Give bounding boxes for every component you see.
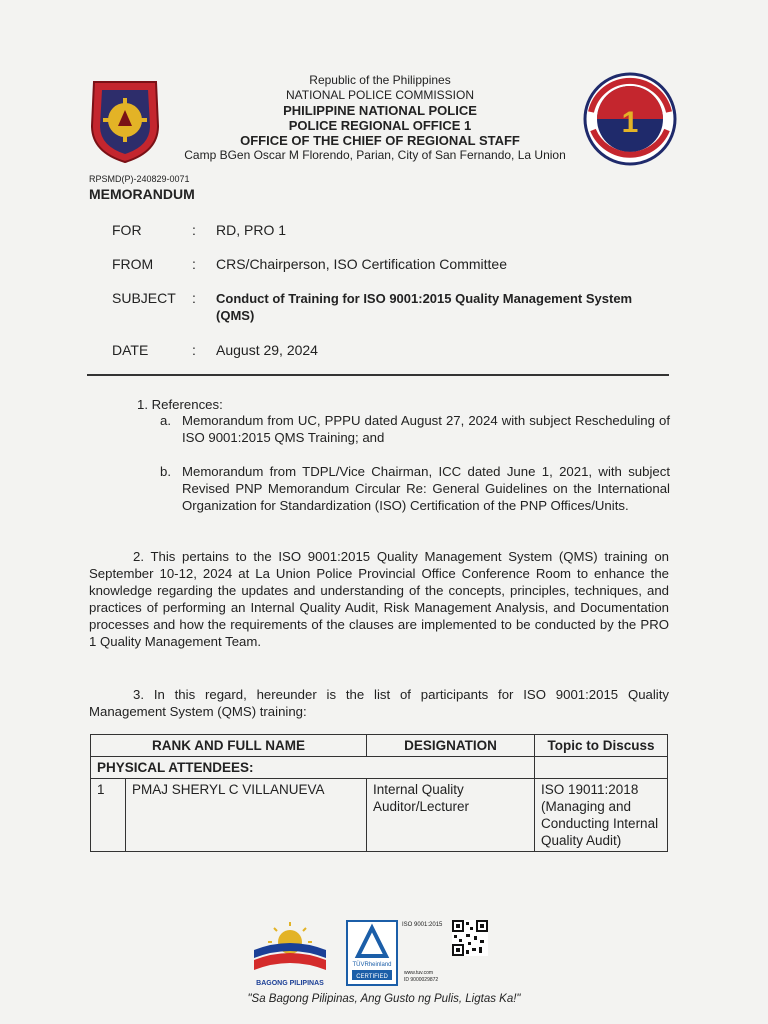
column-header-designation: DESIGNATION	[367, 735, 535, 757]
qr-code-icon	[452, 920, 488, 956]
letterhead-office: OFFICE OF THE CHIEF OF REGIONAL STAFF	[240, 133, 520, 148]
reference-b-label: b.	[160, 464, 171, 479]
for-label: FOR	[112, 222, 142, 238]
paragraph-3: 3. In this regard, hereunder is the list of participants for ISO 9001:2015 Quality Management System (QMS) training:	[89, 687, 669, 719]
colon: :	[192, 290, 196, 306]
memo-title: MEMORANDUM	[89, 186, 195, 202]
letterhead-pro1: POLICE REGIONAL OFFICE 1	[288, 118, 472, 133]
bagong-pilipinas-text: BAGONG PILIPINAS	[256, 980, 324, 987]
subject-value: Conduct of Training for ISO 9001:2015 Quality Management System (QMS)	[216, 291, 633, 323]
reference-b: Memorandum from TDPL/Vice Chairman, ICC dated June 1, 2021, with subject Revised PNP Memorandum Circular Re: General Guidelines on the International Organization for Standardization (ISO) Certification of the PNP Offices/Units.	[182, 464, 670, 513]
letterhead-pnp: PHILIPPINE NATIONAL POLICE	[283, 103, 477, 118]
divider	[87, 374, 669, 376]
for-value: RD, PRO 1	[216, 222, 287, 238]
reference-a-label: a.	[160, 413, 171, 428]
paragraph-2: 2. This pertains to the ISO 9001:2015 Quality Management System (QMS) training on September 10-12, 2024 at La Union Police Provincial Office Conference Room to enhance the knowledge regarding the updates and understanding of the concepts, principles, techniques, and practices of performing an Internal Quality Audit, Risk Management Analysis, and Documentation processes and how the requirements of the clauses are implemented to be conducted by the PRO 1 Quality Management Team.	[89, 549, 669, 649]
reference-number: RPSMD(P)-240829-0071	[89, 174, 190, 184]
iso-label: ISO 9001:2015	[402, 922, 443, 928]
colon: :	[192, 256, 196, 272]
date-value: August 29, 2024	[216, 342, 318, 358]
section-row	[91, 757, 668, 779]
tuv-website: www.tuv.com	[404, 970, 434, 976]
letterhead-republic: Republic of the Philippines	[309, 73, 451, 87]
row-topic: ISO 19011:2018 (Managing and Conducting Internal Quality Audit)	[535, 779, 668, 852]
row-designation: Internal Quality Auditor/Lecturer	[367, 779, 535, 852]
pnp-seal-icon	[88, 76, 162, 164]
section-label: PHYSICAL ATTENDEES:	[91, 757, 535, 779]
colon: :	[192, 222, 196, 238]
from-label: FROM	[112, 256, 154, 272]
tuv-certified-logo	[346, 920, 398, 986]
subject-label: SUBJECT	[112, 290, 176, 306]
participants-table	[90, 734, 668, 852]
section-empty-cell	[535, 757, 668, 779]
tuv-cert-info	[404, 970, 438, 984]
column-header-topic: Topic to Discuss	[535, 735, 668, 757]
references-heading: 1. References:	[137, 397, 223, 412]
tuv-id: ID 9000029872	[404, 977, 439, 983]
reference-a: Memorandum from UC, PPPU dated August 27, 2024 with subject Rescheduling of ISO 9001:2015 QMS Training; and	[182, 413, 670, 445]
pro1-seal-icon	[583, 72, 677, 166]
footer-tagline: "Sa Bagong Pilipinas, Ang Gusto ng Pulis, Ligtas Ka!"	[247, 993, 521, 1005]
date-label: DATE	[112, 342, 149, 358]
letterhead-address: Camp BGen Oscar M Florendo, Parian, City of San Fernando, La Union	[184, 148, 566, 162]
row-number: 1	[91, 779, 126, 852]
bagong-pilipinas-logo	[250, 916, 330, 988]
tuv-certified-text: CERTIFIED	[356, 974, 388, 980]
from-value: CRS/Chairperson, ISO Certification Committee	[216, 256, 507, 272]
colon: :	[192, 342, 196, 358]
letterhead	[170, 73, 590, 163]
letterhead-napolcom: NATIONAL POLICE COMMISSION	[285, 88, 475, 102]
table-row	[91, 779, 668, 852]
row-name: PMAJ SHERYL C VILLANUEVA	[126, 779, 367, 852]
column-header-name: RANK AND FULL NAME	[91, 735, 367, 757]
svg-text:1: 1	[621, 106, 639, 139]
table-header-row	[91, 735, 668, 757]
tuv-brand-text: TÜVRheinland	[352, 962, 392, 968]
